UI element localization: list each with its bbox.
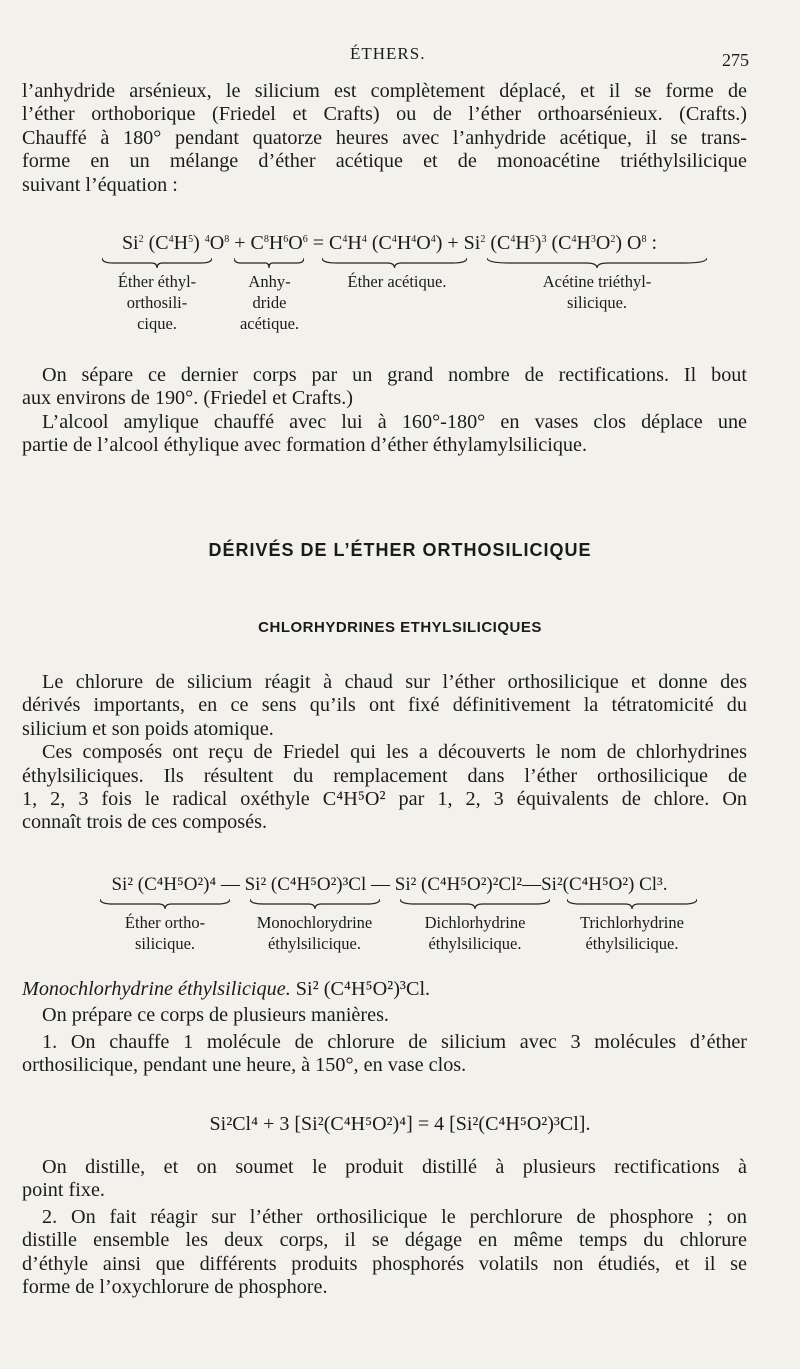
text-line: 2. On fait réagir sur l’éther orthosilicique le perchlorure de phosphore ; on	[42, 1205, 747, 1228]
running-title: ÉTHERS.	[350, 44, 426, 63]
brace	[567, 898, 697, 910]
formula-chlorhydrines	[22, 874, 757, 956]
label-line: éthylsilicique.	[428, 934, 522, 953]
text-line: éthylsiliciques. Ils résultent du remplacement dans l’éther orthosilicique de	[22, 764, 747, 787]
label-line: cique.	[137, 314, 177, 333]
label-line: silicique.	[134, 934, 196, 953]
label-ether-ortho-silicique	[90, 912, 240, 954]
text-line: On distille, et on soumet le produit distillé à plusieurs rectifications à	[42, 1156, 747, 1178]
text-line: L’alcool amylique chauffé avec lui à 160°-180° en vases clos déplace une	[42, 410, 747, 433]
text-line: forme de l’oxychlorure de phosphore.	[22, 1276, 328, 1299]
label-line: Acétine triéthyl-	[542, 272, 652, 291]
text-line: suivant l’équation :	[22, 173, 178, 196]
brace	[234, 257, 304, 269]
label-line: silicique.	[566, 293, 628, 312]
text-line: orthosilicique, pendant une heure, à 150°, en vase clos.	[22, 1054, 467, 1077]
text-line: 1. On chauffe 1 molécule de chlorure de silicium avec 3 molécules d’éther	[42, 1030, 747, 1053]
text-line: On prépare ce corps de plusieurs manières.	[42, 1004, 389, 1027]
paragraph-middle	[22, 364, 747, 458]
formula-labels	[22, 271, 757, 337]
mono-heading-formula: Si² (C⁴H⁵O²)³Cl.	[290, 978, 431, 1000]
formula-acetic	[22, 232, 757, 337]
page-number: 275	[722, 50, 749, 70]
text-line: Le chlorure de silicium réagit à chaud sur l’éther orthosilicique et donne des	[42, 671, 747, 693]
text-line: silicium et son poids atomique.	[22, 717, 274, 740]
label-line: Dichlorhydrine	[424, 913, 526, 932]
text-line: Ces composés ont reçu de Friedel qui les a découverts le nom de chlorhydrines	[42, 741, 747, 764]
text-line: distille ensemble les deux corps, il se dégage en même temps du chlorure	[22, 1229, 747, 1252]
label-monochlorydrine	[237, 912, 392, 954]
brace	[100, 898, 230, 910]
mono-heading-title: Monochlorhydrine éthylsilicique.	[22, 978, 291, 1000]
label-line: éthylsilicique.	[585, 934, 679, 953]
mono-heading	[22, 978, 747, 1001]
label-line: orthosili-	[126, 293, 188, 312]
label-anhydride-acetique	[227, 271, 312, 334]
text-line: l’éther orthoborique (Friedel et Crafts) ou de l’éther orthoarsénieux. (Crafts.)	[22, 103, 747, 126]
text-line: On sépare ce dernier corps par un grand nombre de rectifications. Il bout	[42, 364, 747, 386]
section-title: DÉRIVÉS DE L’ÉTHER ORTHOSILICIQUE	[208, 540, 592, 560]
formula-labels	[22, 912, 757, 956]
label-line: Anhy-	[248, 272, 291, 291]
brace	[487, 257, 707, 269]
text-line: connaît trois de ces composés.	[22, 811, 267, 834]
paragraph-top	[22, 80, 747, 197]
label-ether-acetique	[322, 271, 472, 292]
subsection-title: CHLORHYDRINES ETHYLSILICIQUES	[258, 619, 542, 636]
braces-row	[22, 896, 757, 912]
label-line: acétique.	[239, 314, 300, 333]
label-line: Éther éthyl-	[117, 272, 197, 291]
label-line: Éther ortho-	[124, 913, 206, 932]
text-line: forme en un mélange d’éther acétique et de monoacétine triéthylsilicique	[22, 150, 747, 173]
text-line: l’anhydride arsénieux, le silicium est complètement déplacé, et il se forme de	[22, 80, 747, 102]
label-dichlorhydrine	[400, 912, 550, 954]
paragraph-chlorhydrines	[22, 671, 747, 835]
label-line: Trichlorhydrine	[580, 913, 684, 932]
brace	[400, 898, 550, 910]
paragraph-preparation	[22, 978, 747, 1078]
label-line: dride	[252, 293, 287, 312]
label-line: Éther acétique.	[347, 272, 447, 291]
text-line: d’éthyle ainsi que différents produits phosphorés volatils non étudiés, et il se	[22, 1252, 747, 1275]
equation-silicium-chloride: Si²Cl⁴ + 3 [Si²(C⁴H⁵O²)⁴] = 4 [Si²(C⁴H⁵O²)³Cl].	[209, 1113, 591, 1135]
brace	[250, 898, 380, 910]
brace	[322, 257, 467, 269]
label-trichlorhydrine	[557, 912, 707, 954]
text-line: aux environs de 190°. (Friedel et Crafts.)	[22, 387, 353, 410]
text-line: 1, 2, 3 fois le radical oxéthyle C⁴H⁵O² par 1, 2, 3 équivalents de chlore. On	[22, 788, 747, 811]
label-ether-ethyl-orthosilicique	[102, 271, 212, 334]
text-line: dérivés importants, en ce sens qu’ils ont fixé définitivement la tétratomicité du	[22, 694, 747, 717]
equation-chlorhydrines: Si² (C⁴H⁵O²)⁴ — Si² (C⁴H⁵O²)³Cl — Si² (C⁴H⁵O²)²Cl²—Si²(C⁴H⁵O²) Cl³.	[111, 874, 668, 895]
label-line: Monochlorydrine	[256, 913, 373, 932]
braces-row	[22, 255, 757, 271]
brace	[102, 257, 212, 269]
text-line: partie de l’alcool éthylique avec formation d’éther éthylamylsilicique.	[22, 434, 588, 457]
equation-acetic: Si$^2$ $(C^4H^5) ^4O^8 + C^8H^6O^6 = C^4H^4$ $(C^4H^4O^4) + Si^2$ $(C^4H^5)^3$ $(C^4H^3O^2)$ $O^8$ :	[121, 232, 658, 254]
text-line: point fixe.	[22, 1179, 105, 1202]
label-line: éthylsilicique.	[267, 934, 362, 953]
paragraph-end	[22, 1156, 747, 1299]
page-header	[0, 40, 800, 70]
text-line: Chauffé à 180° pendant quatorze heures avec l’anhydride acétique, il se trans-	[22, 126, 747, 149]
label-acetine	[492, 271, 702, 313]
